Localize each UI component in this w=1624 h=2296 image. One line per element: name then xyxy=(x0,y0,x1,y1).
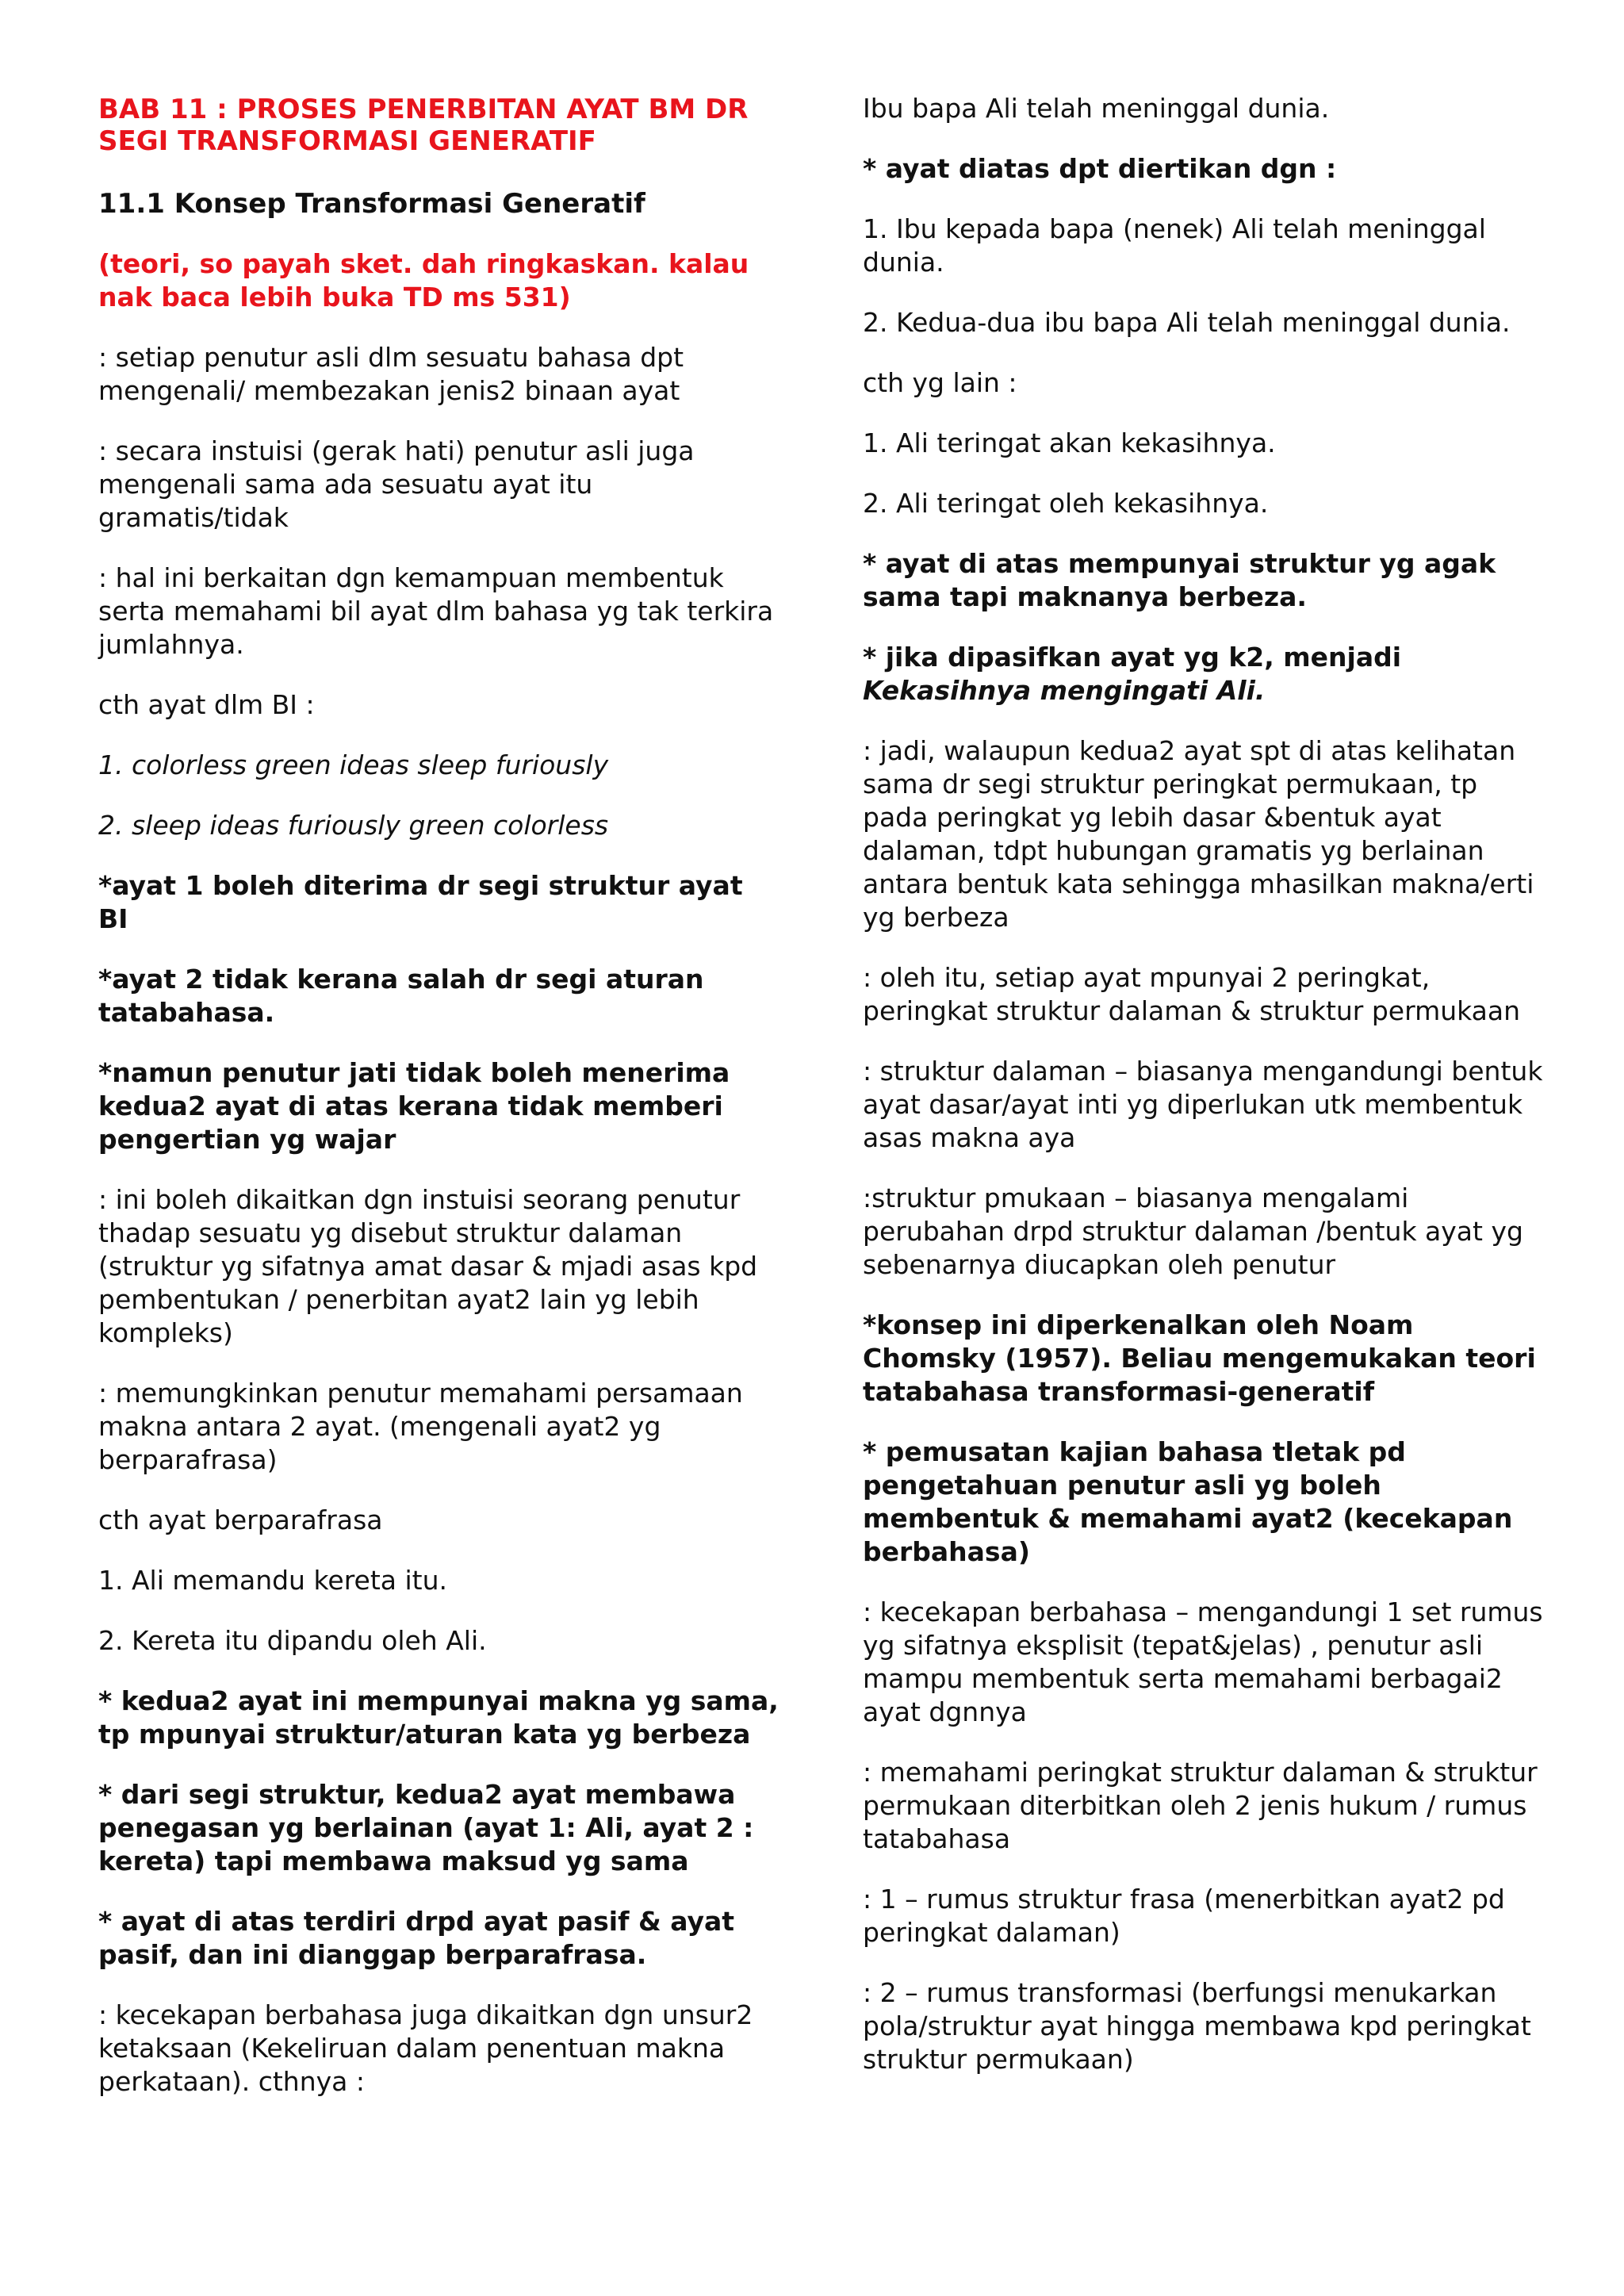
bold-note: *namun penutur jati tidak boleh menerima kedua2 ayat di atas kerana tidak memberi pengertian yg wajar xyxy=(98,1057,730,1155)
paragraph: : oleh itu, setiap ayat mpunyai 2 peringkat, peringkat struktur dalaman & struktur permukaan xyxy=(863,962,1521,1026)
example-sentence: 2. Kereta itu dipandu oleh Ali. xyxy=(98,1625,487,1656)
bold-note: * dari segi struktur, kedua2 ayat membawa penegasan yg berlainan (ayat 1: Ali, ayat 2 : kereta) tapi membawa maksud yg sama xyxy=(98,1779,754,1876)
example-sentence: 1. Ibu kepada bapa (nenek) Ali telah meninggal dunia. xyxy=(863,213,1486,278)
example-sentence: Ibu bapa Ali telah meninggal dunia. xyxy=(863,93,1330,124)
example-heading: cth ayat dlm BI : xyxy=(98,689,315,720)
paragraph: :struktur pmukaan – biasanya mengalami perubahan drpd struktur dalaman /bentuk ayat yg sebenarnya diucapkan oleh penutur xyxy=(863,1182,1523,1280)
example-heading: cth yg lain : xyxy=(863,367,1017,398)
paragraph: : 1 – rumus struktur frasa (menerbitkan ayat2 pd peringkat dalaman) xyxy=(863,1884,1505,1948)
bold-note: * pemusatan kajian bahasa tletak pd pengetahuan penutur asli yg boleh membentuk & memahami ayat2 (kecekapan berbahasa) xyxy=(863,1436,1513,1567)
bold-note: *ayat 2 tidak kerana salah dr segi aturan tatabahasa. xyxy=(98,964,704,1028)
example-sentence: 2. sleep ideas furiously green colorless xyxy=(98,810,609,841)
paragraph: : secara instuisi (gerak hati) penutur asli juga mengenali sama ada sesuatu ayat itu gramatis/tidak xyxy=(98,435,695,533)
paragraph: : kecekapan berbahasa – mengandungi 1 set rumus yg sifatnya eksplisit (tepat&jelas) , penutur asli mampu membentuk serta memahami berbagai2 ayat dgnnya xyxy=(863,1596,1543,1727)
bold-note: * ayat di atas mempunyai struktur yg agak sama tapi maknanya berbeza. xyxy=(863,548,1496,612)
example-sentence: 1. colorless green ideas sleep furiously xyxy=(98,749,609,780)
paragraph: : 2 – rumus transformasi (berfungsi menukarkan pola/struktur ayat hingga membawa kpd peringkat struktur permukaan) xyxy=(863,1977,1531,2075)
bold-note: *konsep ini diperkenalkan oleh Noam Chomsky (1957). Beliau mengemukakan teori tatabahasa transformasi-generatif xyxy=(863,1309,1536,1407)
section-heading: 11.1 Konsep Transformasi Generatif xyxy=(98,188,645,220)
bold-note: * ayat di atas terdiri drpd ayat pasif & ayat pasif, dan ini dianggap berparafrasa. xyxy=(98,1906,735,1970)
paragraph: : memahami peringkat struktur dalaman & struktur permukaan diterbitkan oleh 2 jenis hukum / rumus tatabahasa xyxy=(863,1757,1538,1854)
paragraph: : hal ini berkaitan dgn kemampuan membentuk serta memahami bil ayat dlm bahasa yg tak terkira jumlahnya. xyxy=(98,562,774,660)
italic-example: Kekasihnya mengingati Ali. xyxy=(863,675,1266,706)
right-column xyxy=(863,92,1545,2103)
paragraph: : kecekapan berbahasa juga dikaitkan dgn unsur2 ketaksaan (Kekeliruan dalam penentuan makna perkataan). cthnya : xyxy=(98,1999,753,2097)
paragraph: : jadi, walaupun kedua2 ayat spt di atas kelihatan sama dr segi struktur peringkat permukaan, tp pada peringkat yg lebih dasar &bentuk ayat dalaman, tdpt hubungan gramatis yg berlainan antara bentuk kata sehingga mhasilkan makna/erti yg berbeza xyxy=(863,735,1534,933)
bold-note: *ayat 1 boleh diterima dr segi struktur ayat BI xyxy=(98,870,743,934)
paragraph: : memungkinkan penutur memahami persamaan makna antara 2 ayat. (mengenali ayat2 yg berparafrasa) xyxy=(98,1378,743,1475)
paragraph: : struktur dalaman – biasanya mengandungi bentuk ayat dasar/ayat inti yg diperlukan utk membentuk asas makna aya xyxy=(863,1056,1543,1153)
example-heading: cth ayat berparafrasa xyxy=(98,1504,383,1535)
example-sentence: 2. Ali teringat oleh kekasihnya. xyxy=(863,488,1269,519)
left-column xyxy=(98,94,780,2125)
chapter-title: BAB 11 : PROSES PENERBITAN AYAT BM DR SEGI TRANSFORMASI GENERATIF xyxy=(98,94,749,157)
example-sentence: 1. Ali memandu kereta itu. xyxy=(98,1565,448,1596)
example-sentence: 1. Ali teringat akan kekasihnya. xyxy=(863,427,1276,458)
paragraph: : ini boleh dikaitkan dgn instuisi seorang penutur thadap sesuatu yg disebut struktur dalaman (struktur yg sifatnya amat dasar & mjadi asas kpd pembentukan / penerbitan ayat2 lain yg lebih kompleks) xyxy=(98,1184,758,1348)
author-note: (teori, so payah sket. dah ringkaskan. kalau nak baca lebih buka TD ms 531) xyxy=(98,248,749,312)
paragraph: : setiap penutur asli dlm sesuatu bahasa dpt mengenali/ membezakan jenis2 binaan ayat xyxy=(98,342,684,406)
bold-note-text: * jika dipasifkan ayat yg k2, menjadi xyxy=(863,642,1402,673)
bold-note: * ayat diatas dpt diertikan dgn : xyxy=(863,153,1337,184)
bold-note-with-italic xyxy=(863,641,1545,707)
example-sentence: 2. Kedua-dua ibu bapa Ali telah meninggal dunia. xyxy=(863,307,1511,338)
bold-note: * kedua2 ayat ini mempunyai makna yg sama, tp mpunyai struktur/aturan kata yg berbeza xyxy=(98,1685,779,1750)
